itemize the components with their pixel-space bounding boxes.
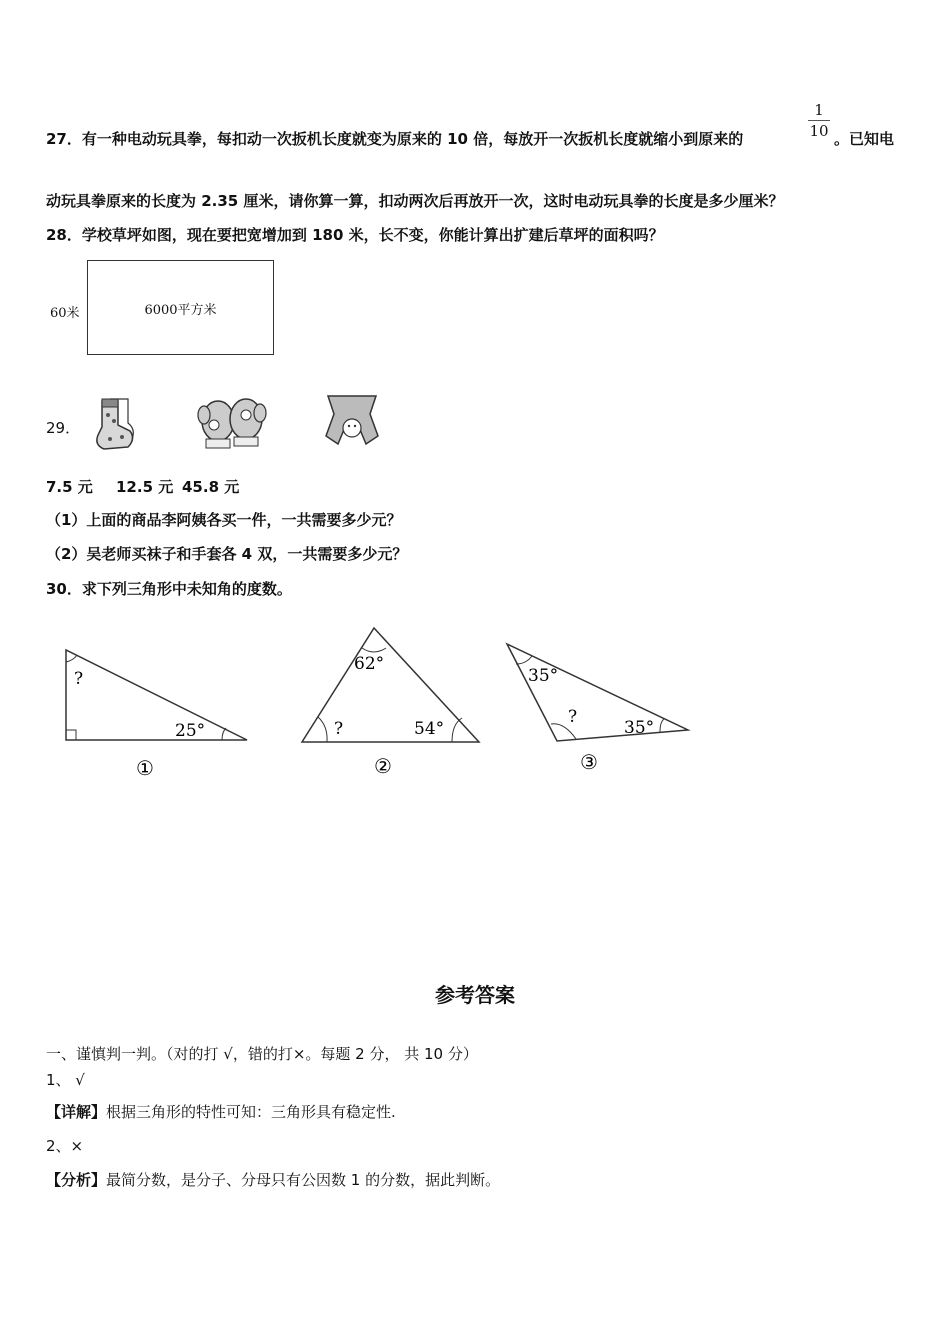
triangle-1 xyxy=(66,650,247,780)
analysis-text: 最简分数，是分子、分母只有公因数 1 的分数，据此判断。 xyxy=(106,1171,501,1189)
q29-sub1: （1）上面的商品李阿姨各买一件，一共需要多少元？ xyxy=(46,511,402,529)
t3-angle-35-right: 35° xyxy=(624,718,655,738)
t3-angle-35-top: 35° xyxy=(528,666,559,686)
triangles-figure xyxy=(40,620,720,785)
q27-line1 xyxy=(46,128,743,149)
t2-angle-54: 54° xyxy=(414,719,445,739)
triangle-3 xyxy=(507,644,688,774)
t1-label: ① xyxy=(136,756,154,780)
answers-title: 参考答案 xyxy=(435,983,515,1007)
fraction-denominator: 10 xyxy=(809,122,829,140)
t1-angle-unknown: ? xyxy=(74,669,84,689)
analysis-tag: 【分析】 xyxy=(46,1171,107,1189)
q28-text: 28．学校草坪如图，现在要把宽增加到 180 米，长不变，你能计算出扩建后草坪的面积吗？ xyxy=(46,226,664,244)
t3-label: ③ xyxy=(580,750,598,774)
q29-number: 29． xyxy=(46,419,81,437)
t1-angle-25: 25° xyxy=(175,721,206,741)
answer-1: 1、 √ xyxy=(46,1071,85,1089)
answer-2: 2、× xyxy=(46,1137,84,1155)
lawn-area-label: 6000平方米 xyxy=(144,303,217,318)
q29-sub2: （2）吴老师买袜子和手套各 4 双，一共需要多少元？ xyxy=(46,545,408,563)
socks-icon xyxy=(88,395,138,455)
t2-angle-62: 62° xyxy=(354,654,385,674)
detail-tag: 【详解】 xyxy=(46,1103,107,1121)
answers-section1: 一、谨慎判一判。（对的打 √，错的打×。每题 2 分， 共 10 分） xyxy=(46,1045,478,1063)
fraction-numerator: 1 xyxy=(814,101,824,119)
detail-text: 根据三角形的特性可知：三角形具有稳定性. xyxy=(106,1103,396,1121)
triangle-2 xyxy=(302,628,479,778)
q30-text: 30．求下列三角形中未知角的度数。 xyxy=(46,580,292,598)
q27-line1-text: 27．有一种电动玩具拳，每扣动一次扳机长度就变为原来的 10 倍，每放开一次扳机长度就缩小到原来的 xyxy=(46,130,744,148)
lawn-rectangle xyxy=(87,260,274,355)
scarf-icon xyxy=(320,390,385,452)
price-gloves: 12.5 元 xyxy=(116,478,174,496)
answer-1-detail xyxy=(46,1101,396,1122)
lawn-width-label: 60米 xyxy=(50,306,80,321)
q27-line1-end: 。已知电 xyxy=(834,130,895,148)
price-scarf: 45.8 元 xyxy=(182,478,240,496)
q27-fraction xyxy=(808,101,830,140)
fraction-bar xyxy=(808,120,830,121)
answer-2-analysis xyxy=(46,1169,500,1190)
t2-label: ② xyxy=(374,754,392,778)
price-socks: 7.5 元 xyxy=(46,478,93,496)
gloves-icon xyxy=(196,393,271,455)
t3-angle-unknown: ? xyxy=(568,707,578,727)
t2-angle-unknown: ? xyxy=(334,719,344,739)
q27-line2: 动玩具拳原来的长度为 2.35 厘米，请你算一算，扣动两次后再放开一次，这时电动玩具拳的长度是多少厘米？ xyxy=(46,192,784,210)
